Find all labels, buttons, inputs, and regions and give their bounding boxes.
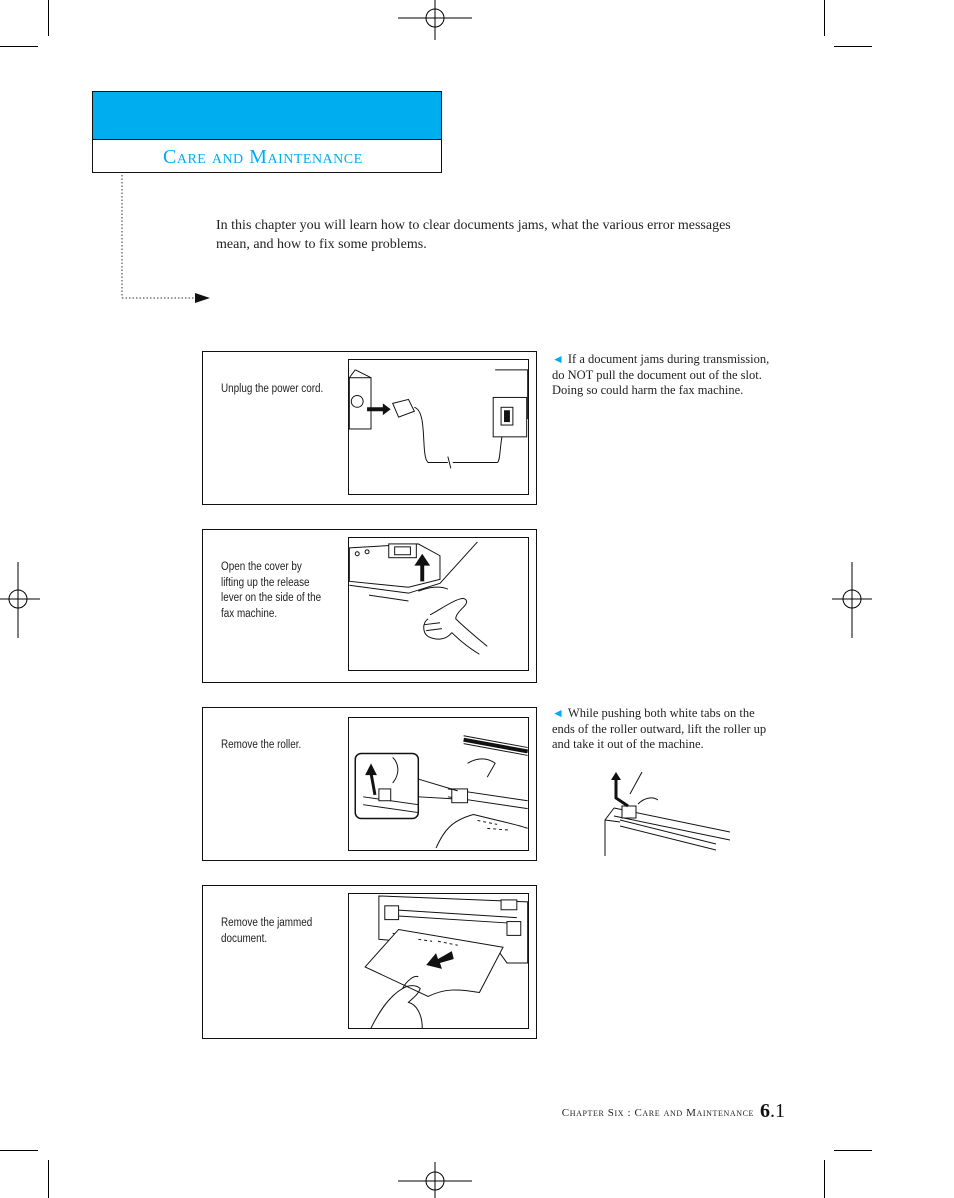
step-label: Open the cover by lifting up the release lever on the side of the fax machine.	[221, 561, 322, 620]
illustration-cover-lever	[348, 537, 529, 671]
registration-mark-top	[395, 0, 475, 40]
step-box-remove-document	[202, 885, 537, 1039]
step-box-open-cover	[202, 529, 537, 683]
illustration-jammed-document	[348, 893, 529, 1029]
jammed-document-illustration	[349, 894, 528, 1028]
blue-arrow-icon: ◄	[552, 706, 564, 720]
power-cord-illustration	[349, 360, 528, 494]
header-color-band	[93, 92, 441, 140]
running-footer: Chapter Six : Care and Maintenance	[561, 1107, 754, 1119]
step-label: Unplug the power cord.	[221, 383, 324, 395]
note-text: While pushing both white tabs on the ends of the roller outward, lift the roller up and take it out of the machine.	[552, 706, 767, 751]
page-number-value: 1	[775, 1100, 785, 1122]
step-label: Remove the jammed document.	[221, 917, 313, 945]
step-box-remove-roller	[202, 707, 537, 861]
side-note-roller	[552, 706, 777, 753]
roller-illustration	[349, 718, 528, 850]
chapter-header	[92, 91, 442, 173]
note-text: If a document jams during transmission, do NOT pull the document out of the slot. Doing so could harm the fax machine.	[552, 352, 770, 397]
chapter-intro: In this chapter you will learn how to clear documents jams, what the various error messages mean, and how to fix some problems.	[216, 218, 731, 252]
step-label: Remove the roller.	[221, 739, 302, 751]
registration-mark-right	[832, 560, 872, 640]
illustration-power-cord	[348, 359, 529, 495]
registration-mark-left	[0, 560, 40, 640]
chapter-title: Care and Maintenance	[163, 146, 363, 168]
registration-mark-bottom	[395, 1162, 475, 1198]
cover-lever-illustration	[349, 538, 528, 670]
illustration-roller	[348, 717, 529, 851]
roller-detail-illustration	[600, 770, 730, 858]
step-box-unplug	[202, 351, 537, 505]
dotted-connector-arrow	[115, 173, 215, 305]
side-note-jam-warning	[552, 352, 777, 399]
blue-arrow-icon: ◄	[552, 352, 564, 366]
page-number-separator: .	[770, 1100, 775, 1122]
page-number	[760, 1100, 785, 1123]
page-chapter-number: 6	[760, 1100, 770, 1122]
